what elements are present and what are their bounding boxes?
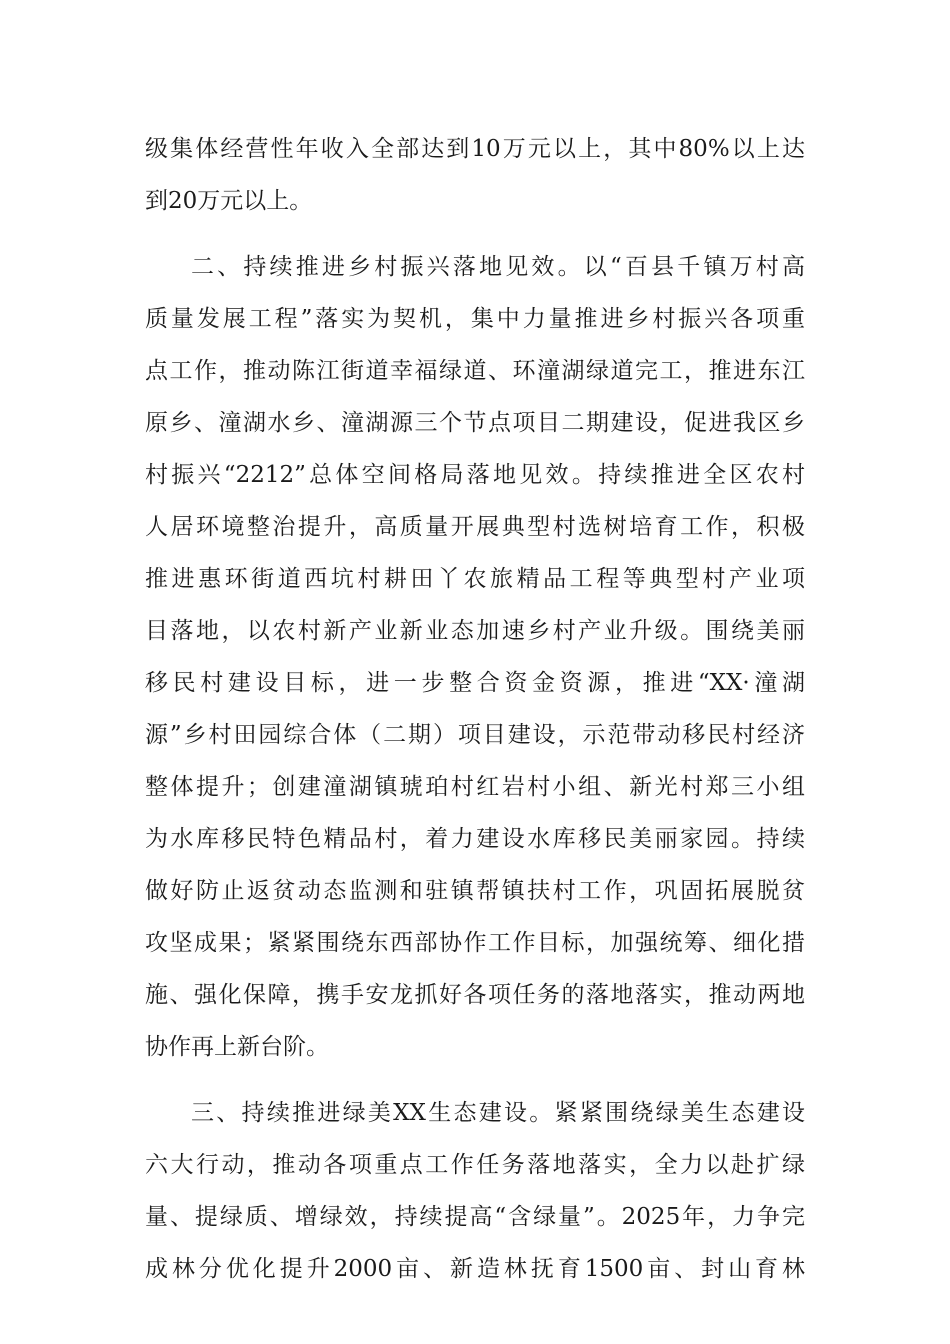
- paragraph-2: [145, 241, 805, 1073]
- text-line: 施、强化保障，携手安龙抓好各项任务的落地落实，推动两地: [145, 982, 805, 1008]
- text-line: 量、提绿质、增绿效，持续提高“含绿量”。2025年，力争完: [145, 1204, 805, 1230]
- text-line: 质量发展工程”落实为契机，集中力量推进乡村振兴各项重: [145, 306, 805, 332]
- text-line: 村振兴“2212”总体空间格局落地见效。持续推进全区农村: [145, 462, 805, 488]
- text-line: 点工作，推动陈江街道幸福绿道、环潼湖绿道完工，推进东江: [145, 358, 805, 384]
- text-line: 到20万元以上。: [145, 188, 313, 214]
- text-line: 二、持续推进乡村振兴落地见效。以“百县千镇万村高: [191, 254, 805, 280]
- text-line: 推进惠环街道西坑村耕田丫农旅精品工程等典型村产业项: [145, 566, 805, 592]
- text-line: 级集体经营性年收入全部达到10万元以上，其中80%以上达: [145, 136, 805, 162]
- text-line: 协作再上新台阶。: [145, 1034, 329, 1060]
- text-line: 源”乡村田园综合体（二期）项目建设，示范带动移民村经济: [145, 722, 805, 748]
- text-line: 原乡、潼湖水乡、潼湖源三个节点项目二期建设，促进我区乡: [145, 410, 805, 436]
- text-line: 目落地，以农村新产业新业态加速乡村产业升级。围绕美丽: [145, 618, 805, 644]
- text-line: 整体提升；创建潼湖镇琥珀村红岩村小组、新光村郑三小组: [145, 774, 805, 800]
- text-line: 三、持续推进绿美XX生态建设。紧紧围绕绿美生态建设: [191, 1100, 805, 1126]
- paragraph-3: [145, 1087, 805, 1295]
- text-line: 移民村建设目标，进一步整合资金资源，推进“XX·潼湖: [145, 670, 805, 696]
- text-line: 攻坚成果；紧紧围绕东西部协作工作目标，加强统筹、细化措: [145, 930, 805, 956]
- text-line: 六大行动，推动各项重点工作任务落地落实，全力以赴扩绿: [145, 1152, 805, 1178]
- text-line: 成林分优化提升2000亩、新造林抚育1500亩、封山育林: [145, 1256, 805, 1282]
- text-line: 人居环境整治提升，高质量开展典型村选树培育工作，积极: [145, 514, 805, 540]
- document-body: [145, 123, 805, 1295]
- text-line: 做好防止返贫动态监测和驻镇帮镇扶村工作，巩固拓展脱贫: [145, 878, 805, 904]
- paragraph-1: [145, 123, 805, 227]
- text-line: 为水库移民特色精品村，着力建设水库移民美丽家园。持续: [145, 826, 805, 852]
